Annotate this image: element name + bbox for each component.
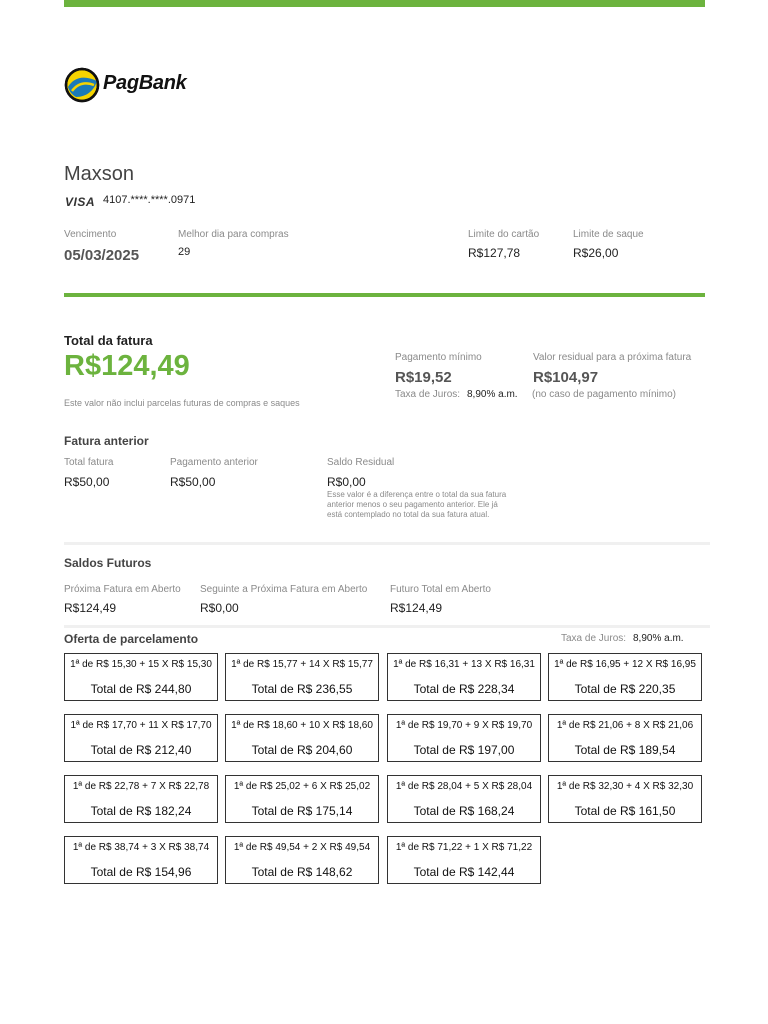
installment-offer-option[interactable] [225,836,379,884]
card-number: 4107.****.****.0971 [103,194,196,206]
next-invoice-label: Próxima Fatura em Aberto [64,584,181,595]
future-total-label: Futuro Total em Aberto [390,584,491,595]
installment-offer-line: 1ª de R$ 18,60 + 10 X R$ 18,60 [231,720,373,731]
section-divider [64,293,705,297]
previous-invoice-title: Fatura anterior [64,434,149,448]
installment-offer-line: 1ª de R$ 28,04 + 5 X R$ 28,04 [395,781,533,792]
installment-offer-line: 1ª de R$ 19,70 + 9 X R$ 19,70 [395,720,533,731]
total-label: Total da fatura [64,333,153,348]
installment-interest-value: 8,90% a.m. [633,633,684,644]
installment-offer-line: 1ª de R$ 17,70 + 11 X R$ 17,70 [70,720,212,731]
installment-offer-option[interactable] [64,714,218,762]
future-balances-title: Saldos Futuros [64,556,152,570]
installment-offer-total: Total de R$ 189,54 [574,743,676,757]
installment-offer-line: 1ª de R$ 32,30 + 4 X R$ 32,30 [556,781,694,792]
installment-offer-line: 1ª de R$ 71,22 + 1 X R$ 71,22 [395,842,533,853]
installment-offer-option[interactable] [387,775,541,823]
installment-offer-title: Oferta de parcelamento [64,632,199,646]
residual-balance-note: Esse valor é a diferença entre o total da sua fatura anterior menos o seu pagamento anterior. Ele já está contemplado no total da sua fatura atual. [327,490,507,519]
previous-payment-label: Pagamento anterior [170,457,258,468]
installment-offer-line: 1ª de R$ 38,74 + 3 X R$ 38,74 [72,842,210,853]
residual-value: R$104,97 [533,369,599,386]
minimum-payment-label: Pagamento mínimo [395,352,482,363]
minimum-payment-value: R$19,52 [395,369,452,386]
installment-offer-line: 1ª de R$ 49,54 + 2 X R$ 49,54 [233,842,371,853]
best-day-label: Melhor dia para compras [178,229,289,240]
installment-offer-option[interactable] [387,836,541,884]
interest-label: Taxa de Juros: [395,389,461,400]
separator [64,542,710,545]
installment-offer-line: 1ª de R$ 21,06 + 8 X R$ 21,06 [556,720,694,731]
card-limit-label: Limite do cartão [468,229,540,240]
installment-offer-total: Total de R$ 236,55 [251,682,353,696]
installment-offer-line: 1ª de R$ 25,02 + 6 X R$ 25,02 [233,781,371,792]
residual-balance-label: Saldo Residual [327,457,395,468]
installment-offer-total: Total de R$ 148,62 [251,865,353,879]
next-invoice-value: R$124,49 [64,601,117,615]
installment-offer-line: 1ª de R$ 16,31 + 13 X R$ 16,31 [393,659,535,670]
previous-total-value: R$50,00 [64,475,110,489]
installment-offer-option[interactable] [387,714,541,762]
installment-offer-option[interactable] [548,714,702,762]
residual-balance-value: R$0,00 [327,475,366,489]
following-invoice-value: R$0,00 [200,601,239,615]
installment-offer-option[interactable] [225,775,379,823]
due-date-label: Vencimento [64,229,117,240]
installment-offer-option[interactable] [225,653,379,701]
previous-payment-value: R$50,00 [170,475,216,489]
installment-interest-label: Taxa de Juros: [561,633,627,644]
installment-offer-option[interactable] [64,775,218,823]
installment-offer-total: Total de R$ 161,50 [574,804,676,818]
total-value: R$124,49 [64,350,190,382]
brand-name: PagBank [103,72,187,94]
residual-label: Valor residual para a próxima fatura [533,352,692,363]
due-date-value: 05/03/2025 [64,247,140,264]
installment-offer-line: 1ª de R$ 16,95 + 12 X R$ 16,95 [554,659,696,670]
installment-offer-total: Total de R$ 204,60 [251,743,353,757]
installment-offer-line: 1ª de R$ 22,78 + 7 X R$ 22,78 [72,781,210,792]
installment-offer-option[interactable] [387,653,541,701]
installment-offer-total: Total de R$ 212,40 [90,743,192,757]
installment-offer-option[interactable] [548,653,702,701]
installment-offer-total: Total de R$ 220,35 [574,682,676,696]
installment-offer-total: Total de R$ 154,96 [90,865,192,879]
pagbank-logo-icon [64,67,100,103]
card-holder-name: Maxson [64,163,135,185]
installment-offer-line: 1ª de R$ 15,77 + 14 X R$ 15,77 [231,659,373,670]
top-accent-bar [64,0,705,7]
withdraw-limit-value: R$26,00 [573,246,619,260]
residual-note: (no caso de pagamento mínimo) [532,389,676,400]
future-total-value: R$124,49 [390,601,443,615]
installment-offer-option[interactable] [548,775,702,823]
installment-offer-total: Total de R$ 175,14 [251,804,353,818]
installment-offer-total: Total de R$ 142,44 [413,865,515,879]
previous-total-label: Total fatura [64,457,114,468]
installment-offer-option[interactable] [64,836,218,884]
installment-offer-total: Total de R$ 228,34 [413,682,515,696]
total-note: Este valor não inclui parcelas futuras de compras e saques [64,398,300,408]
installment-offer-total: Total de R$ 168,24 [413,804,515,818]
card-limit-value: R$127,78 [468,246,521,260]
installment-offer-total: Total de R$ 244,80 [90,682,192,696]
installment-offer-option[interactable] [64,653,218,701]
withdraw-limit-label: Limite de saque [573,229,644,240]
installment-offer-line: 1ª de R$ 15,30 + 15 X R$ 15,30 [70,659,212,670]
installment-offer-total: Total de R$ 197,00 [413,743,515,757]
interest-value: 8,90% a.m. [467,389,518,400]
visa-icon: VISA [65,195,96,209]
following-invoice-label: Seguinte a Próxima Fatura em Aberto [200,584,368,595]
best-day-value: 29 [178,246,191,258]
separator [64,625,710,628]
installment-offer-option[interactable] [225,714,379,762]
installment-offer-total: Total de R$ 182,24 [90,804,192,818]
